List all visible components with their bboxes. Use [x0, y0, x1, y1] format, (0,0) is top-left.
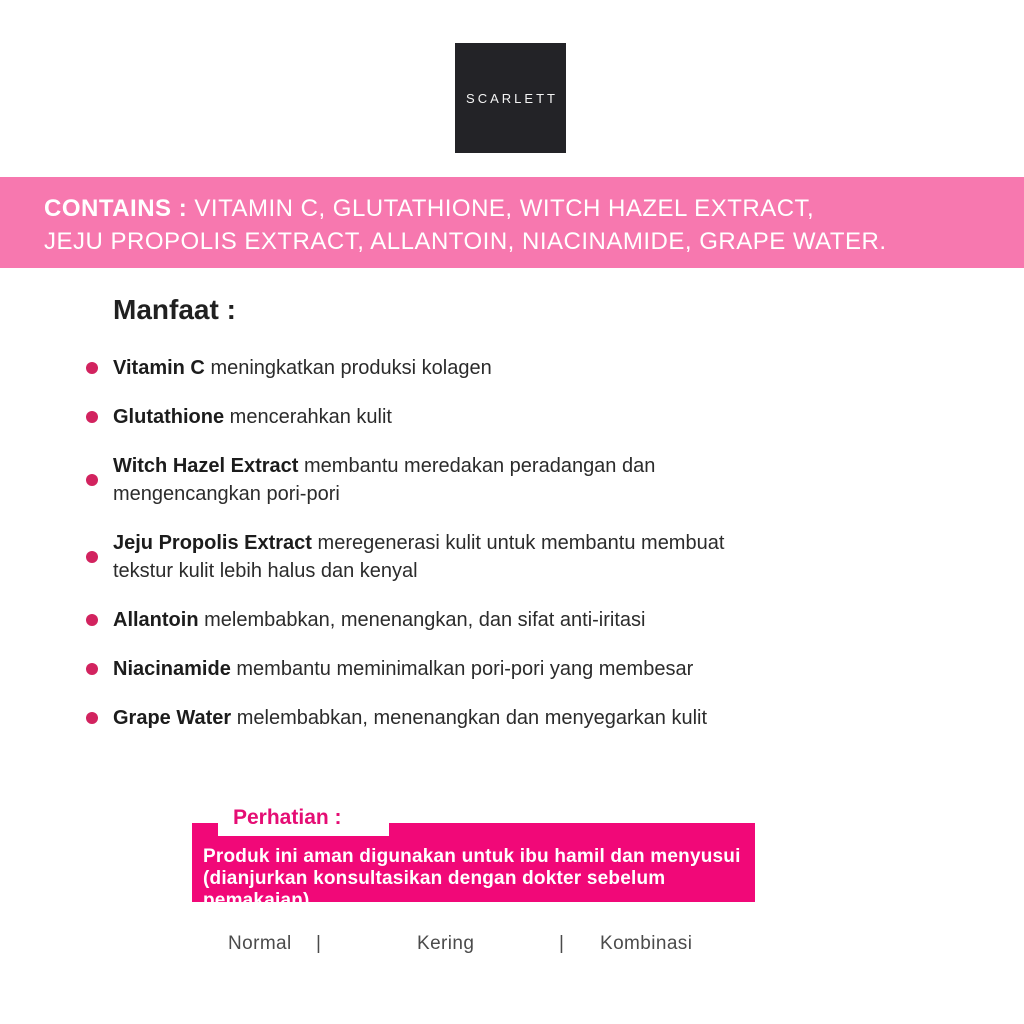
- benefit-description: melembabkan, menenangkan, dan sifat anti-iritasi: [204, 609, 646, 631]
- bullet-dot-icon: [86, 712, 98, 724]
- benefit-item: [86, 403, 846, 431]
- bullet-dot-icon: [86, 551, 98, 563]
- benefit-text: [113, 354, 492, 382]
- bullet-dot-icon: [86, 474, 98, 486]
- benefit-description: membantu meredakan peradangan dan mengencangkan pori-pori: [113, 455, 656, 505]
- caution-line2: (dianjurkan konsultasikan dengan dokter sebelum pemakaian).: [203, 868, 666, 911]
- benefit-text: [113, 704, 707, 732]
- contains-banner-line1: [44, 192, 1004, 225]
- contains-label: CONTAINS :: [44, 195, 188, 222]
- bullet-dot-icon: [86, 411, 98, 423]
- benefit-item: [86, 452, 846, 508]
- benefit-name: Grape Water: [113, 707, 232, 729]
- brand-logo-text: SCARLETT: [466, 90, 558, 106]
- benefit-description: meningkatkan produksi kolagen: [210, 357, 492, 379]
- benefit-name: Allantoin: [113, 609, 199, 631]
- benefit-name: Glutathione: [113, 406, 225, 428]
- benefit-text: [113, 403, 392, 431]
- benefit-item: [86, 704, 846, 732]
- caution-label-tab: [218, 796, 389, 836]
- benefit-item: [86, 354, 846, 382]
- benefit-item: [86, 655, 846, 683]
- benefits-heading: Manfaat :: [113, 294, 236, 325]
- skin-type-normal: Normal: [228, 933, 292, 954]
- benefit-description: meregenerasi kulit untuk membantu membuat tekstur kulit lebih halus dan kenyal: [113, 532, 725, 582]
- bullet-dot-icon: [86, 663, 98, 675]
- skin-type-separator: |: [316, 933, 322, 954]
- benefit-text: [113, 529, 753, 585]
- benefit-name: Niacinamide: [113, 658, 231, 680]
- benefit-name: Vitamin C: [113, 357, 205, 379]
- caution-label: Perhatian :: [233, 806, 342, 829]
- contains-line1-text: VITAMIN C, GLUTATHIONE, WITCH HAZEL EXTRACT,: [194, 195, 815, 222]
- benefit-text: [113, 606, 645, 634]
- benefit-text: [113, 452, 753, 508]
- benefit-text: [113, 655, 693, 683]
- benefit-description: melembabkan, menenangkan dan menyegarkan kulit: [236, 707, 708, 729]
- benefit-name: Jeju Propolis Extract: [113, 532, 312, 554]
- benefit-name: Witch Hazel Extract: [113, 455, 299, 477]
- benefits-list: [86, 354, 846, 753]
- contains-banner: [0, 177, 1024, 268]
- brand-logo: [455, 43, 566, 153]
- skin-type-row: [0, 933, 1024, 957]
- bullet-dot-icon: [86, 614, 98, 626]
- bullet-dot-icon: [86, 362, 98, 374]
- benefit-item: [86, 529, 846, 585]
- benefit-description: mencerahkan kulit: [229, 406, 392, 428]
- benefit-description: membantu meminimalkan pori-pori yang membesar: [236, 658, 694, 680]
- skin-type-separator: |: [559, 933, 565, 954]
- skin-type-kombinasi: Kombinasi: [600, 933, 693, 954]
- skin-type-kering: Kering: [417, 933, 475, 954]
- caution-line1: Produk ini aman digunakan untuk ibu hamil dan menyusui: [203, 846, 741, 867]
- benefit-item: [86, 606, 846, 634]
- contains-banner-line2: JEJU PROPOLIS EXTRACT, ALLANTOIN, NIACINAMIDE, GRAPE WATER.: [44, 228, 887, 255]
